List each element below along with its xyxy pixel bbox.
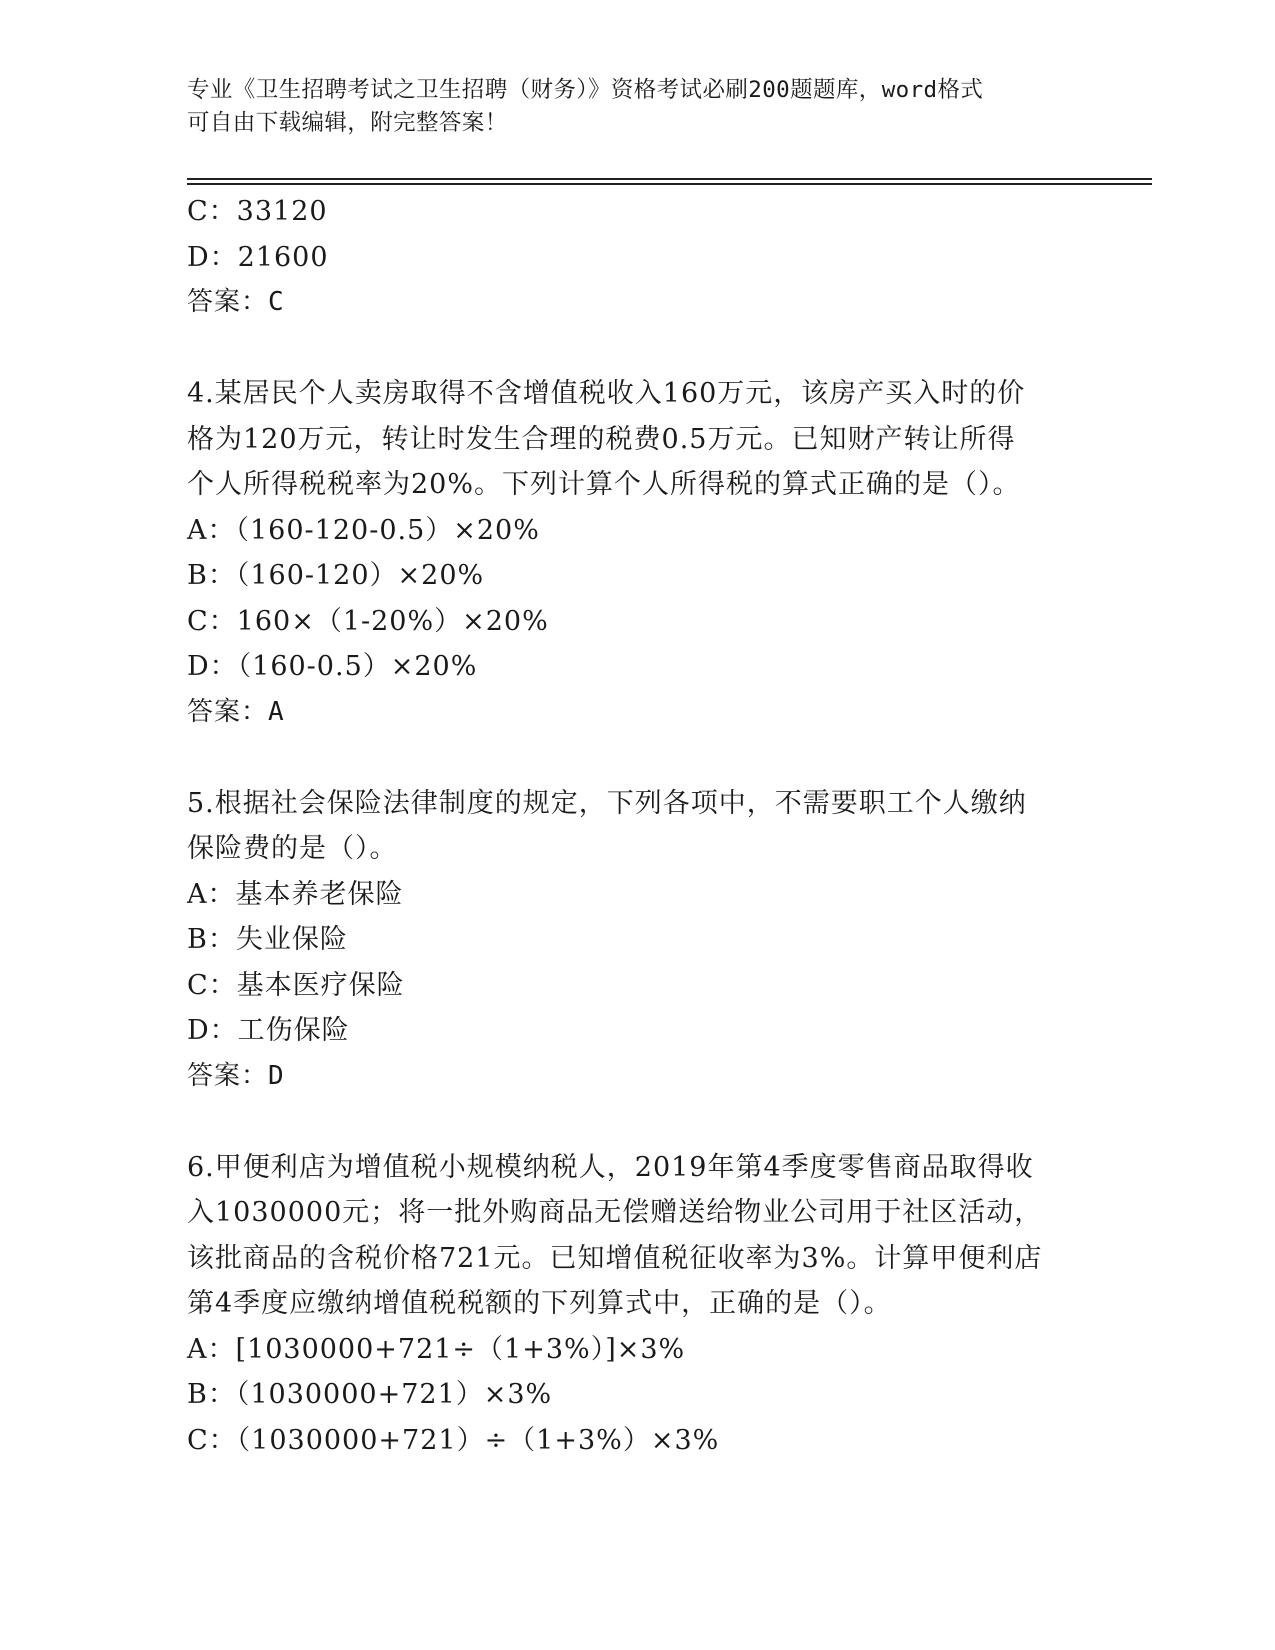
header-divider-bottom — [187, 183, 1152, 185]
option-d: D：工伤保险 — [187, 1015, 350, 1046]
question-5 — [187, 781, 1087, 1100]
option-a: A：[1030000+721÷（1+3%）]×3% — [187, 1333, 686, 1365]
question-stem-line: 保险费的是（）。 — [187, 833, 398, 864]
answer-line: 答案：C — [187, 287, 285, 317]
option-c: C：（1030000+721）÷（1+3%）×3% — [187, 1424, 720, 1456]
option-b: B：（1030000+721）×3% — [187, 1379, 553, 1410]
option-c: C：160×（1-20%）×20% — [187, 605, 549, 637]
spacer — [187, 735, 1087, 781]
question-stem-line: 第4季度应缴纳增值税税额的下列算式中，正确的是（）。 — [187, 1288, 892, 1319]
header-divider-top — [187, 178, 1152, 180]
spacer — [187, 1099, 1087, 1145]
question-stem-line: 6.甲便利店为增值税小规模纳税人，2019年第4季度零售商品取得收 — [187, 1151, 1034, 1183]
question-3 — [187, 189, 1087, 326]
question-4 — [187, 371, 1087, 735]
question-stem-line: 个人所得税税率为20%。下列计算个人所得税的算式正确的是（）。 — [187, 469, 1021, 500]
question-stem-line: 4.某居民个人卖房取得不含增值税收入160万元，该房产买入时的价 — [187, 378, 1026, 409]
answer-line: 答案：A — [187, 696, 285, 727]
answer-line: 答案：D — [187, 1060, 285, 1091]
header-title-line-1: 专业《卫生招聘考试之卫生招聘（财务）》资格考试必刷200题题库，word格式 — [187, 77, 984, 103]
option-b: B：（160-120）×20% — [187, 560, 485, 591]
option-d: D：21600 — [187, 241, 329, 273]
question-stem-line: 入1030000元；将一批外购商品无偿赠送给物业公司用于社区活动， — [187, 1197, 1043, 1228]
question-6 — [187, 1145, 1087, 1464]
document-header — [187, 74, 1067, 140]
option-c: C：基本医疗保险 — [187, 969, 405, 1001]
option-a: A：基本养老保险 — [187, 878, 404, 910]
option-b: B：失业保险 — [187, 924, 348, 955]
header-title-line-2: 可自由下载编辑，附完整答案！ — [187, 110, 508, 136]
question-stem-line: 格为120万元，转让时发生合理的税费0.5万元。已知财产转让所得 — [187, 423, 1016, 455]
question-stem-line: 该批商品的含税价格721元。已知增值税征收率为3%。计算甲便利店 — [187, 1242, 1043, 1274]
option-a: A：（160-120-0.5）×20% — [187, 514, 540, 546]
question-stem-line: 5.根据社会保险法律制度的规定，下列各项中，不需要职工个人缴纳 — [187, 787, 1027, 819]
question-content — [187, 189, 1087, 1463]
option-c: C：33120 — [187, 196, 328, 227]
option-d: D：（160-0.5）×20% — [187, 651, 478, 682]
spacer — [187, 326, 1087, 372]
